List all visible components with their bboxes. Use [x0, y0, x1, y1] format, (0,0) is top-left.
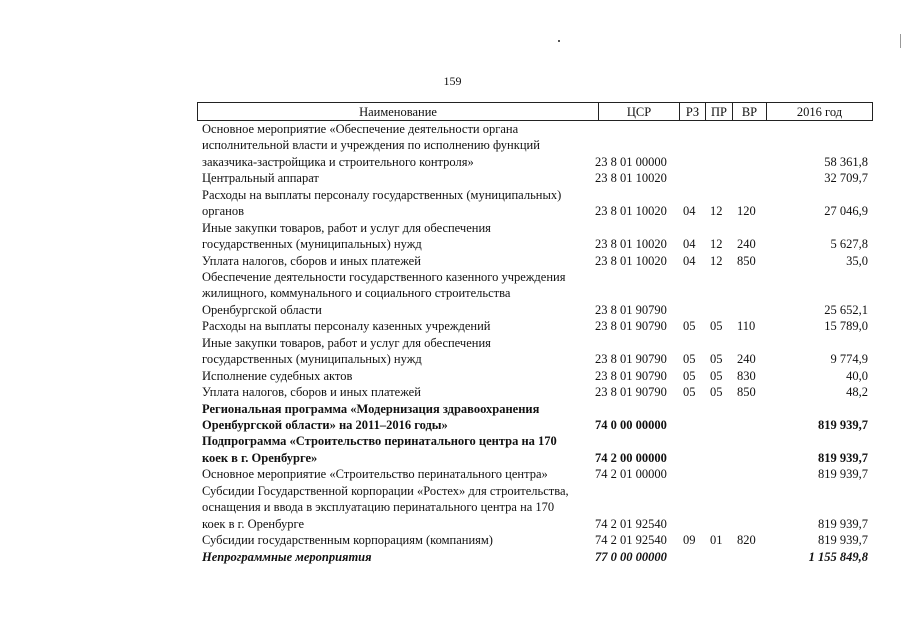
row-name-line: органов — [202, 204, 245, 219]
row-pr: 05 — [710, 368, 723, 383]
row-rz: 09 — [683, 533, 696, 548]
row-pr: 05 — [710, 385, 723, 400]
row-vr: 110 — [737, 319, 756, 334]
row-name-line: Подпрограмма «Строительство перинатального центра на 170 — [202, 434, 557, 449]
table-row — [197, 549, 873, 565]
table-row — [197, 121, 873, 170]
row-csr: 23 8 01 90790 — [595, 368, 667, 383]
row-name — [202, 170, 587, 186]
row-rz: 05 — [683, 385, 696, 400]
row-name — [202, 335, 587, 368]
header-rz: РЗ — [680, 103, 706, 120]
row-csr: 23 8 01 90790 — [595, 319, 667, 334]
row-name — [202, 532, 587, 548]
row-csr: 74 2 01 92540 — [595, 533, 667, 548]
header-name: Наименование — [198, 103, 599, 120]
table-row — [197, 318, 873, 334]
row-name-line: Оренбургской области» на 2011–2016 годы» — [202, 417, 448, 432]
row-amount: 819 939,7 — [818, 467, 868, 482]
scan-speck — [558, 40, 560, 42]
row-name — [202, 466, 587, 482]
row-csr: 74 2 01 00000 — [595, 467, 667, 482]
row-amount: 58 361,8 — [824, 154, 868, 169]
row-name-line: Субсидии Государственной корпорации «Ростех» для строительства, — [202, 483, 569, 498]
header-csr: ЦСР — [599, 103, 680, 120]
row-name-line: Оренбургской области — [202, 302, 322, 317]
row-name — [202, 433, 587, 466]
table-row — [197, 483, 873, 532]
row-name-line: Субсидии государственным корпорациям (компаниям) — [202, 533, 493, 548]
table-row — [197, 466, 873, 482]
row-pr: 12 — [710, 237, 723, 252]
row-pr: 01 — [710, 533, 723, 548]
row-name-line: коек в г. Оренбурге — [202, 516, 304, 531]
row-name — [202, 269, 587, 318]
row-name-line: Основное мероприятие «Строительство перинатального центра» — [202, 467, 548, 482]
row-name-line: Уплата налогов, сборов и иных платежей — [202, 253, 421, 268]
row-csr: 23 8 01 10020 — [595, 237, 667, 252]
row-csr: 23 8 01 90790 — [595, 385, 667, 400]
header-pr: ПР — [706, 103, 733, 120]
row-csr: 23 8 01 10020 — [595, 171, 667, 186]
row-vr: 240 — [737, 237, 756, 252]
row-csr: 74 0 00 00000 — [595, 417, 667, 432]
row-name — [202, 187, 587, 220]
row-name-line: государственных (муниципальных) нужд — [202, 352, 422, 367]
row-amount: 48,2 — [846, 385, 868, 400]
row-name — [202, 220, 587, 253]
table-body — [197, 121, 873, 565]
row-name-line: Региональная программа «Модернизация здравоохранения — [202, 401, 540, 416]
row-name-line: Иные закупки товаров, работ и услуг для обеспечения — [202, 220, 491, 235]
row-name — [202, 401, 587, 434]
row-name-line: государственных (муниципальных) нужд — [202, 237, 422, 252]
row-amount: 35,0 — [846, 253, 868, 268]
table-row — [197, 253, 873, 269]
header-year: 2016 год — [796, 105, 843, 119]
row-vr: 850 — [737, 253, 756, 268]
row-name-line: оснащения и ввода в эксплуатацию перинатального центра на 170 — [202, 500, 555, 515]
scan-edge-mark — [900, 34, 901, 48]
row-pr: 05 — [710, 319, 723, 334]
row-name — [202, 483, 587, 532]
row-vr: 240 — [737, 352, 756, 367]
table-row — [197, 187, 873, 220]
page-number: 159 — [443, 74, 462, 88]
table-row — [197, 532, 873, 548]
table-header — [197, 102, 873, 121]
row-amount: 27 046,9 — [824, 204, 868, 219]
row-pr: 12 — [710, 253, 723, 268]
row-rz: 04 — [683, 253, 696, 268]
row-name — [202, 121, 587, 170]
row-vr: 830 — [737, 368, 756, 383]
row-name — [202, 368, 587, 384]
row-rz: 05 — [683, 368, 696, 383]
row-csr: 23 8 01 90790 — [595, 302, 667, 317]
row-name-line: Обеспечение деятельности государственного казенного учреждения — [202, 270, 566, 284]
row-name — [202, 549, 587, 565]
row-name-line: Непрограммные мероприятия — [202, 549, 372, 564]
row-rz: 04 — [683, 237, 696, 252]
table-row — [197, 368, 873, 384]
row-amount: 819 939,7 — [818, 516, 868, 531]
row-amount: 32 709,7 — [824, 171, 868, 186]
row-name-line: исполнительной власти и учреждения по исполнению функций — [202, 138, 540, 153]
row-rz: 04 — [683, 204, 696, 219]
row-rz: 05 — [683, 352, 696, 367]
table-row — [197, 269, 873, 318]
table-row — [197, 335, 873, 368]
row-name-line: Иные закупки товаров, работ и услуг для обеспечения — [202, 335, 491, 350]
row-name-line: Основное мероприятие «Обеспечение деятельности органа — [202, 122, 519, 136]
header-vr: ВР — [733, 103, 767, 120]
row-amount: 15 789,0 — [824, 319, 868, 334]
table-row — [197, 220, 873, 253]
row-vr: 120 — [737, 204, 756, 219]
row-name-line: жилищного, коммунального и социального строительства — [202, 286, 511, 301]
row-csr: 77 0 00 00000 — [595, 549, 667, 564]
row-pr: 05 — [710, 352, 723, 367]
row-amount: 5 627,8 — [830, 237, 868, 252]
row-name-line: Расходы на выплаты персоналу государственных (муниципальных) — [202, 187, 562, 202]
row-csr: 23 8 01 90790 — [595, 352, 667, 367]
row-name-line: Уплата налогов, сборов и иных платежей — [202, 385, 421, 400]
row-amount: 819 939,7 — [818, 417, 868, 432]
row-name — [202, 318, 587, 334]
table-row — [197, 384, 873, 400]
row-vr: 850 — [737, 385, 756, 400]
table-row — [197, 401, 873, 434]
row-amount: 1 155 849,8 — [808, 549, 868, 564]
row-name — [202, 384, 587, 400]
row-name-line: коек в г. Оренбурге» — [202, 450, 318, 465]
table-row — [197, 170, 873, 186]
row-name-line: Центральный аппарат — [202, 171, 319, 186]
row-csr: 23 8 01 10020 — [595, 253, 667, 268]
table-row — [197, 433, 873, 466]
row-name-line: Исполнение судебных актов — [202, 368, 353, 383]
row-vr: 820 — [737, 533, 756, 548]
row-amount: 819 939,7 — [818, 450, 868, 465]
row-csr: 74 2 00 00000 — [595, 450, 667, 465]
row-pr: 12 — [710, 204, 723, 219]
row-amount: 819 939,7 — [818, 533, 868, 548]
row-name-line: Расходы на выплаты персоналу казенных учреждений — [202, 319, 491, 334]
row-name-line: заказчика-застройщика и строительного контроля» — [202, 154, 474, 169]
row-name — [202, 253, 587, 269]
row-amount: 40,0 — [846, 368, 868, 383]
row-csr: 23 8 01 10020 — [595, 204, 667, 219]
row-rz: 05 — [683, 319, 696, 334]
row-amount: 25 652,1 — [824, 302, 868, 317]
row-amount: 9 774,9 — [830, 352, 868, 367]
row-csr: 74 2 01 92540 — [595, 516, 667, 531]
row-csr: 23 8 01 00000 — [595, 154, 667, 169]
